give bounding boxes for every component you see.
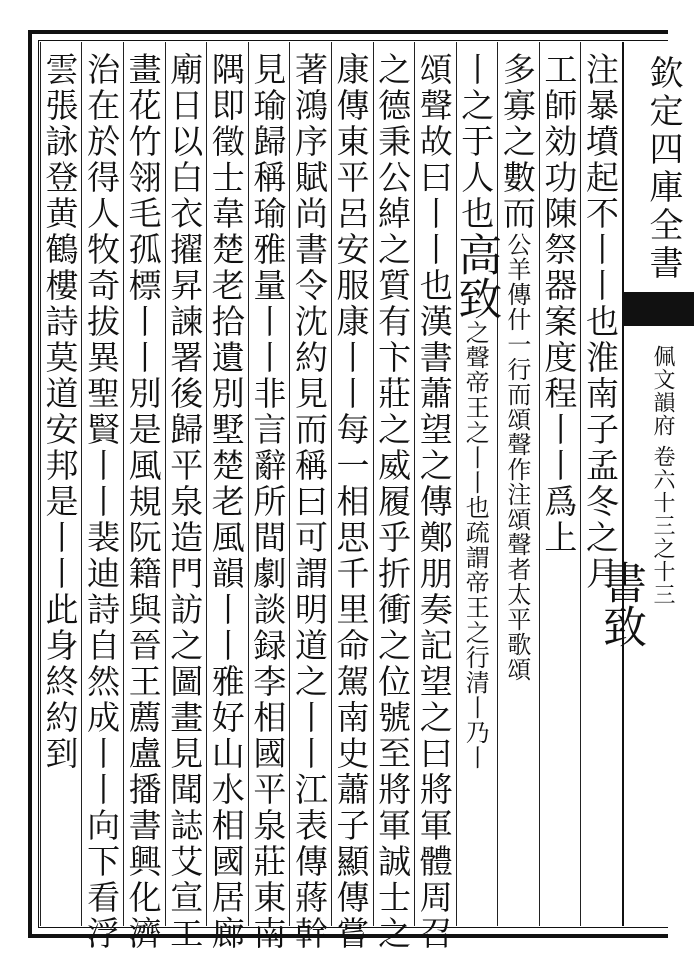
headword: 書致	[595, 560, 646, 648]
column-text: 之德秉公綽之質有卞莊之威履乎折衝之位號至將軍誠士之	[373, 52, 413, 952]
column-text: 丨之于人也	[456, 52, 496, 232]
text-columns	[40, 42, 622, 952]
book-title: 欽定四庫全書	[643, 55, 683, 283]
annotation: 公羊傳什一行而頌聲作注頌聲者太平歌頌	[502, 232, 531, 682]
column-text: 見瑜歸稱瑜雅量丨丨非言辭所間劇談録李相國平泉莊東南	[248, 52, 288, 952]
annotation: 之聲帝王之丨丨也疏謂帝王之行清丨乃丨	[461, 320, 490, 770]
text-column	[40, 42, 82, 926]
text-column	[539, 42, 581, 926]
column-text: 康傳東平呂安服康丨丨每一相思千里命駕南史蕭子顯傳嘗	[331, 52, 371, 952]
column-text: 治在於得人牧奇拔異聖賢丨丨裴迪詩自然成丨丨向下看浮	[82, 52, 122, 952]
column-text: 頌聲故曰丨丨也漢書蕭望之傳鄭朋奏記望之曰將軍體周召	[414, 52, 454, 952]
fishtail-ornament	[624, 292, 694, 326]
column-text: 廟日以白衣擢昇諫署後歸平泉造門訪之圖畫見聞誌艾宣工	[165, 52, 205, 952]
text-column	[123, 42, 165, 952]
column-text: 工師効功陳祭器案度程丨丨爲上	[539, 52, 579, 556]
text-column	[450, 42, 502, 926]
column-text: 注暴墳起不丨丨也淮南子孟冬之月	[581, 52, 620, 592]
column-text: 隅即徵士韋楚老拾遺別墅楚老風韻丨丨雅好山水相國居廊	[206, 52, 246, 952]
banner-divider	[622, 42, 624, 926]
column-text-group	[41, 52, 82, 772]
text-column	[206, 42, 248, 952]
column-text: 著鴻序賦尚書令沈約見而稱曰可謂明道之丨丨江表傳蔣幹	[289, 52, 329, 952]
text-column	[331, 42, 373, 952]
text-column	[497, 42, 539, 926]
text-column	[248, 42, 290, 952]
text-column	[414, 42, 456, 952]
column-text-group	[450, 52, 502, 770]
column-text: 畫花竹翎毛孤標丨丨別是風規阮籍與晉王薦盧播書興化濟	[123, 52, 163, 952]
volume-label: 佩文韻府 卷六十三之十三	[650, 345, 675, 606]
column-text: 雲張詠登黄鶴樓詩莫道安邦是丨丨此身終約到	[40, 52, 80, 772]
text-column	[165, 42, 207, 952]
column-text: 多寡之數而	[497, 52, 537, 232]
text-column	[580, 42, 622, 926]
text-column	[81, 42, 123, 952]
column-text-group	[498, 52, 539, 682]
headword: 高致	[450, 232, 502, 320]
text-column	[289, 42, 331, 952]
text-column	[373, 42, 415, 952]
